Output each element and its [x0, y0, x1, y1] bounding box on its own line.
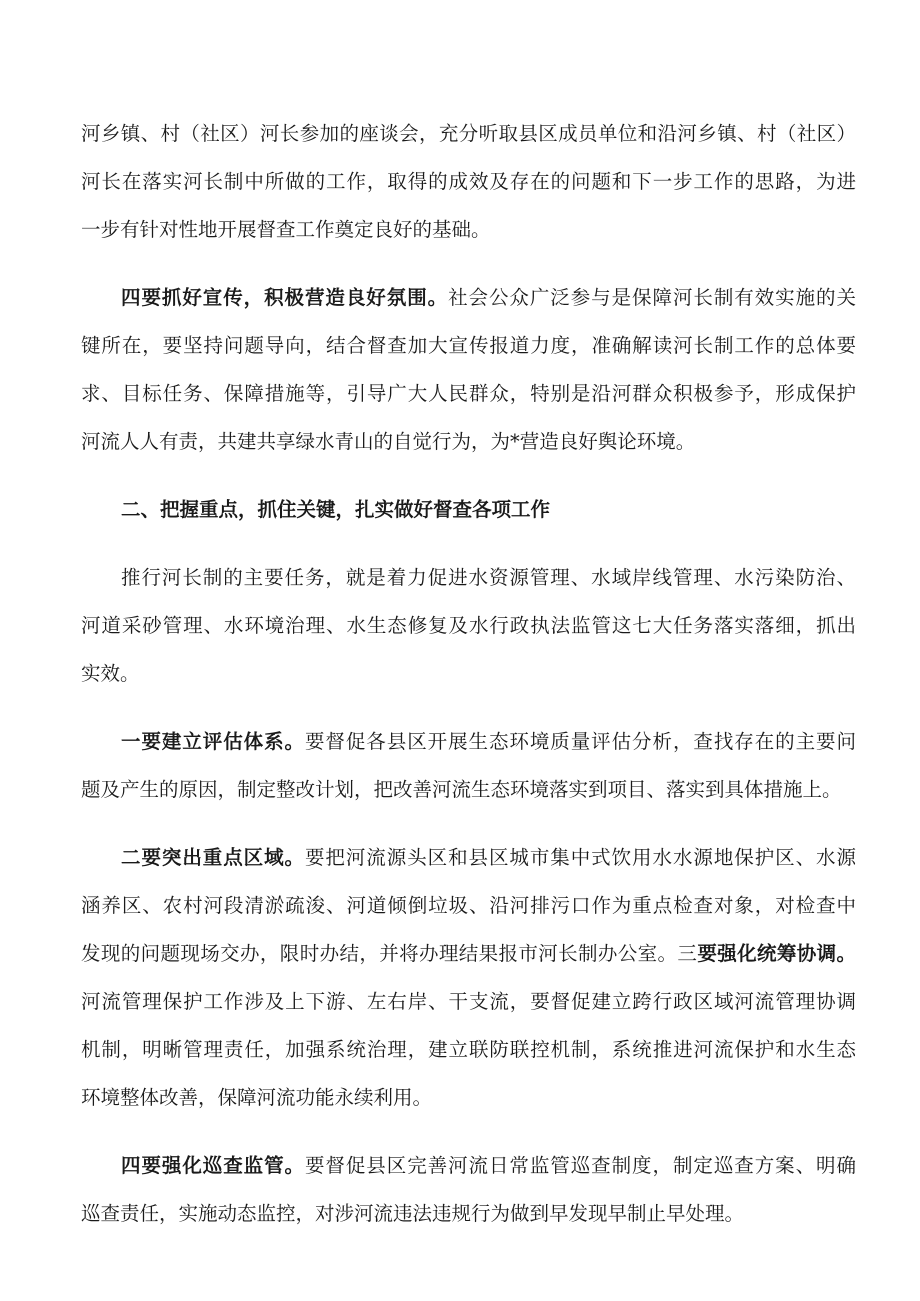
paragraph-5-line-1-text: 要把河流源头区和县区城市集中式饮用水水源地保护区、水源	[304, 846, 856, 869]
paragraph-2-lead: 四要抓好宣传，积极营造良好氛围。	[121, 286, 449, 309]
paragraph-5-line-3-text: 发现的问题现场交办，限时办结，并将办理结果报市河长制办公室。三	[81, 942, 698, 965]
paragraph-2-line-2: 键所在，要坚持问题导向，结合督查加大宣传报道力度，准确解读河长制工作的总体要	[81, 334, 856, 357]
paragraph-5-line-4: 河流管理保护工作涉及上下游、左右岸、干支流，要督促建立跨行政区域河流管理协调	[81, 990, 856, 1013]
paragraph-6-line-1	[121, 1153, 856, 1179]
paragraph-5-lead: 二要突出重点区域。	[121, 846, 305, 869]
paragraph-5-line-3	[81, 941, 856, 967]
paragraph-5-line-2: 涵养区、农村河段清淤疏浚、河道倾倒垃圾、沿河排污口作为重点检查对象，对检查中	[81, 894, 856, 917]
paragraph-3-line-3: 实效。	[81, 662, 140, 685]
paragraph-3-line-2: 河道采砂管理、水环境治理、水生态修复及水行政执法监管这七大任务落实落细，抓出	[81, 614, 856, 637]
paragraph-3-line-1: 推行河长制的主要任务，就是着力促进水资源管理、水域岸线管理、水污染防治、	[121, 566, 856, 589]
paragraph-4-line-1	[121, 729, 856, 755]
paragraph-4-line-1-text: 要督促各县区开展生态环境质量评估分析，查找存在的主要问	[304, 730, 856, 753]
paragraph-1-line-1: 河乡镇、村（社区）河长参加的座谈会，充分听取县区成员单位和沿河乡镇、村（社区）	[81, 122, 856, 145]
paragraph-5-line-1	[121, 845, 856, 871]
paragraph-2-line-4: 河流人人有责，共建共享绿水青山的自觉行为，为*营造良好舆论环境。	[81, 430, 696, 453]
paragraph-2-line-1-text: 社会公众广泛参与是保障河长制有效实施的关	[448, 286, 856, 309]
paragraph-2-line-3: 求、目标任务、保障措施等，引导广大人民群众，特别是沿河群众积极参予，形成保护	[81, 382, 856, 405]
section-heading: 二、把握重点，抓住关键，扎实做好督查各项工作	[121, 498, 551, 521]
paragraph-4-lead: 一要建立评估体系。	[121, 730, 305, 753]
paragraph-6-line-1-text: 要督促县区完善河流日常监管巡查制度，制定巡查方案、明确	[304, 1154, 856, 1177]
paragraph-6-lead: 四要强化巡查监管。	[121, 1154, 305, 1177]
paragraph-6-line-2: 巡查责任，实施动态监控，对涉河流违法违规行为做到早发现早制止早处理。	[81, 1202, 745, 1225]
paragraph-5-line-5: 机制，明晰管理责任，加强系统治理，建立联防联控机制，系统推进河流保护和水生态	[81, 1038, 856, 1061]
paragraph-4-line-2: 题及产生的原因，制定整改计划，把改善河流生态环境落实到项目、落实到具体措施上。	[81, 778, 842, 801]
paragraph-2-line-1	[121, 285, 856, 311]
paragraph-5-line-6: 环境整体改善，保障河流功能永续利用。	[81, 1086, 433, 1109]
paragraph-1-line-3: 一步有针对性地开展督查工作奠定良好的基础。	[81, 218, 491, 241]
paragraph-5-inline-lead: 要强化统筹协调。	[697, 942, 856, 965]
paragraph-1-line-2: 河长在落实河长制中所做的工作，取得的成效及存在的问题和下一步工作的思路，为进	[81, 170, 856, 193]
